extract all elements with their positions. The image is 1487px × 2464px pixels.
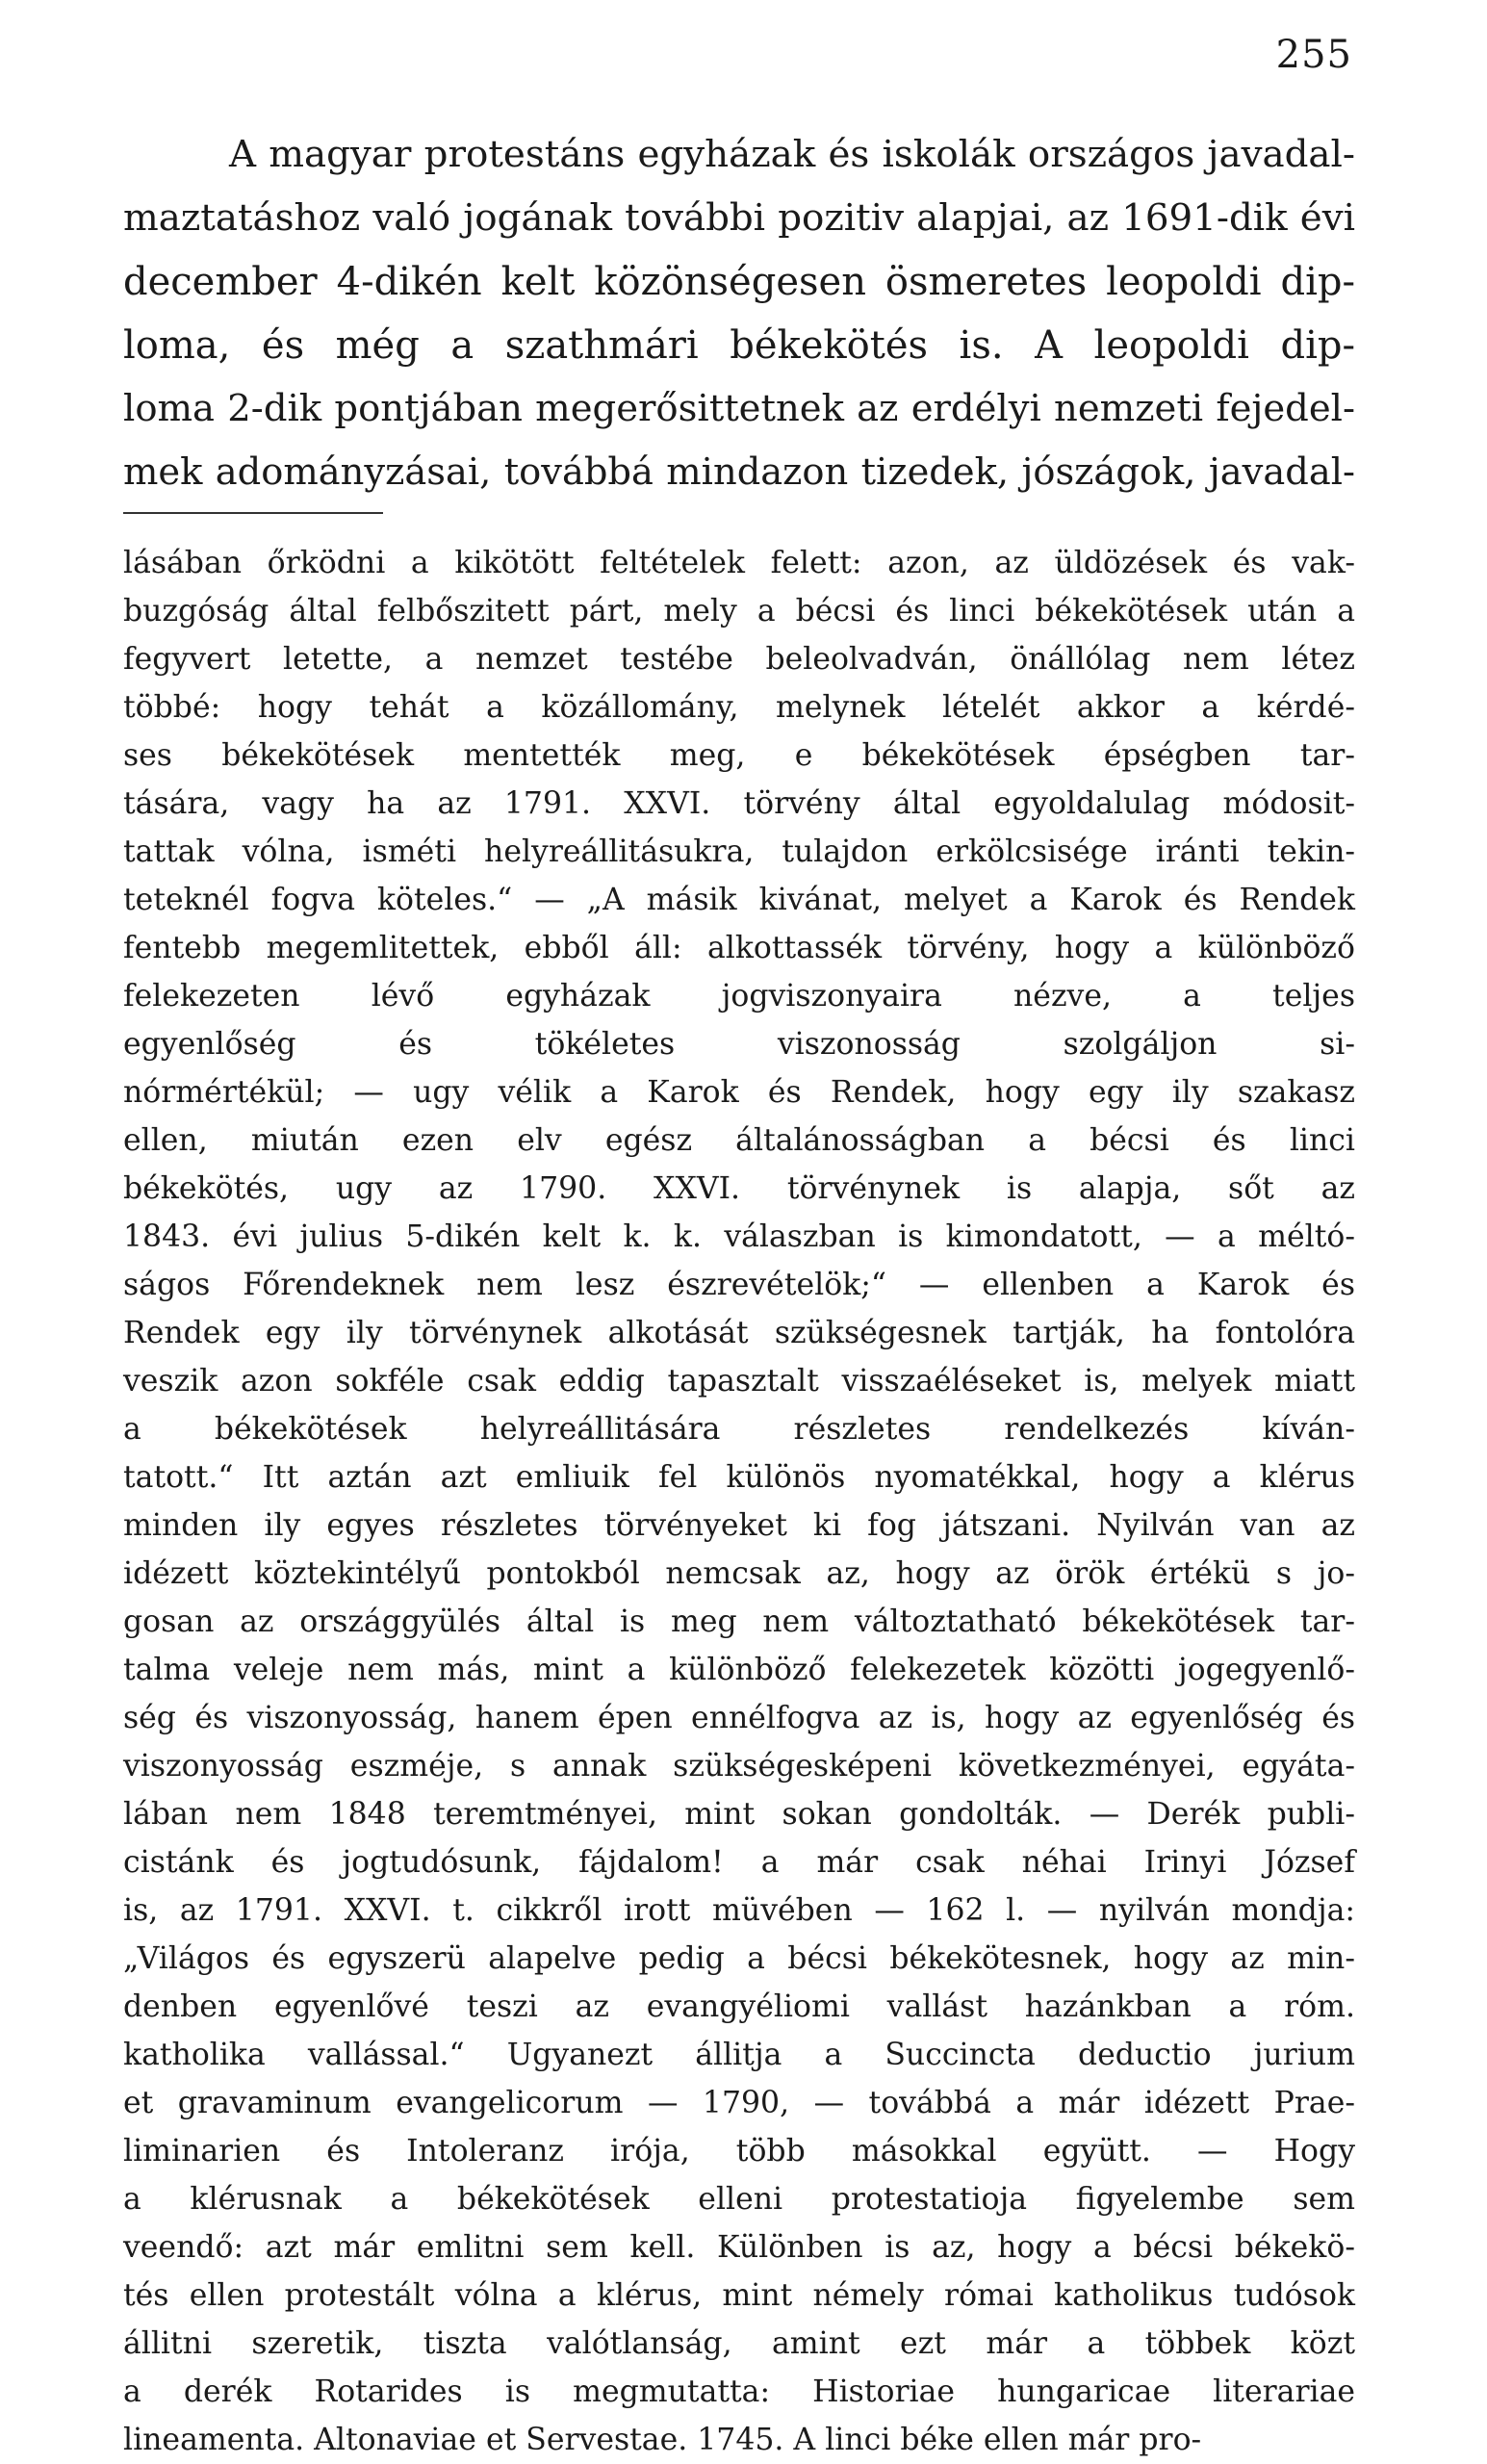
footnote-line: idézett köztekintélyű pontokból nemcsak az, hogy az örök értékü s jo- [123,1556,1355,1591]
main-text-line: december 4-dikén kelt közönségesen ösmeretes leopoldi dip- [123,260,1355,304]
footnote-line: et gravaminum evangelicorum — 1790, — továbbá a már idézett Prae- [123,2086,1355,2120]
footnote-line: tatott.“ Itt aztán azt emliuik fel különös nyomatékkal, hogy a klérus [123,1460,1355,1495]
footnote-line: lában nem 1848 teremtményei, mint sokan gondolták. — Derék publi- [123,1797,1355,1832]
footnote-line: talma veleje nem más, mint a különböző felekezetek közötti jogegyenlő- [123,1653,1355,1687]
footnote-line: cistánk és jogtudósunk, fájdalom! a már csak néhai Irinyi József [123,1845,1355,1880]
footnote-line: állitni szeretik, tiszta valótlanság, amint ezt már a többek közt [123,2326,1355,2361]
main-text-line: maztatáshoz való jogának további pozitiv alapjai, az 1691-dik évi [123,196,1355,240]
footnote-line: liminarien és Intoleranz irója, több másokkal együtt. — Hogy [123,2134,1355,2169]
main-text [123,123,1355,504]
footnote-line: lásában őrködni a kikötött feltételek felett: azon, az üldözések és vak- [123,546,1355,580]
footnote-line: buzgóság által felbőszitett párt, mely a bécsi és linci békekötések után a [123,594,1355,629]
footnote-line: teteknél fogva köteles.“ — „A másik kivánat, melyet a Karok és Rendek [123,883,1355,917]
footnote-line: felekezeten lévő egyházak jogviszonyaira nézve, a teljes [123,979,1355,1014]
page-number: 255 [1275,33,1352,77]
footnote-line: a békekötések helyreállitására részletes rendelkezés kíván- [123,1412,1355,1447]
footnote-line: gosan az országgyülés által is meg nem változtatható békekötések tar- [123,1604,1355,1639]
footnote-divider [123,512,383,514]
footnote-line: veendő: azt már emlitni sem kell. Különben is az, hogy a bécsi békekö- [123,2230,1355,2265]
footnote-line: ses békekötések mentették meg, e békekötések épségben tar- [123,738,1355,773]
footnote-line: egyenlőség és tökéletes viszonosság szolgáljon si- [123,1027,1355,1062]
footnote-line: a derék Rotarides is megmutatta: Historiae hungaricae literariae [123,2374,1355,2409]
main-text-line: mek adományzásai, továbbá mindazon tizedek, jószágok, javadal- [123,450,1355,494]
main-text-line: loma, és még a szathmári békekötés is. A leopoldi dip- [123,323,1355,368]
main-text-line: loma 2-dik pontjában megerősittetnek az erdélyi nemzeti fejedel- [123,387,1355,430]
footnote-line: 1843. évi julius 5-dikén kelt k. k. válaszban is kimondatott, — a méltó- [123,1219,1355,1254]
footnote-line: békekötés, ugy az 1790. XXVI. törvénynek is alapja, sőt az [123,1171,1355,1206]
footnote-line: minden ily egyes részletes törvényeket ki fog játszani. Nyilván van az [123,1508,1355,1543]
footnote [123,539,1355,2464]
footnote-line: Rendek egy ily törvénynek alkotását szükségesnek tartják, ha fontolóra [123,1316,1355,1350]
footnote-line: viszonyosság eszméje, s annak szükségesképeni következményei, egyáta- [123,1749,1355,1784]
footnote-line: ellen, miután ezen elv egész általánosságban a bécsi és linci [123,1123,1355,1158]
footnote-line: ség és viszonyosság, hanem épen ennélfogva az is, hogy az egyenlőség és [123,1701,1355,1735]
footnote-line: tattak vólna, isméti helyreállitásukra, tulajdon erkölcsisége iránti tekin- [123,834,1355,869]
footnote-line: többé: hogy tehát a közállomány, melynek lételét akkor a kérdé- [123,690,1355,725]
footnote-line: tés ellen protestált vólna a klérus, mint némely római katholikus tudósok [123,2278,1355,2313]
footnote-line: is, az 1791. XXVI. t. cikkről irott müvében — 162 l. — nyilván mondja: [123,1893,1355,1928]
footnote-line: fegyvert letette, a nemzet testébe beleolvadván, önállólag nem létez [123,642,1355,677]
footnote-line: lineamenta. Altonaviae et Servestae. 1745. A linci béke ellen már pro- [123,2423,1202,2457]
footnote-line: a klérusnak a békekötések elleni protestatioja figyelembe sem [123,2182,1355,2217]
footnote-line: veszik azon sokféle csak eddig tapasztalt visszaéléseket is, melyek miatt [123,1364,1355,1399]
footnote-line: ságos Főrendeknek nem lesz észrevételök;“ — ellenben a Karok és [123,1268,1355,1302]
footnote-line: fentebb megemlitettek, ebből áll: alkottassék törvény, hogy a különböző [123,931,1355,965]
footnote-line: denben egyenlővé teszi az evangyéliomi vallást hazánkban a róm. [123,1989,1355,2024]
footnote-line: katholika vallással.“ Ugyanezt állitja a Succincta deductio jurium [123,2038,1355,2072]
footnote-line: „Világos és egyszerü alapelve pedig a bécsi békekötesnek, hogy az min- [123,1941,1355,1976]
footnote-line: nórmértékül; — ugy vélik a Karok és Rendek, hogy egy ily szakasz [123,1075,1355,1110]
footnote-line: tására, vagy ha az 1791. XXVI. törvény által egyoldalulag módosit- [123,786,1355,821]
main-text-line: A magyar protestáns egyházak és iskolák országos javadal- [229,133,1355,176]
